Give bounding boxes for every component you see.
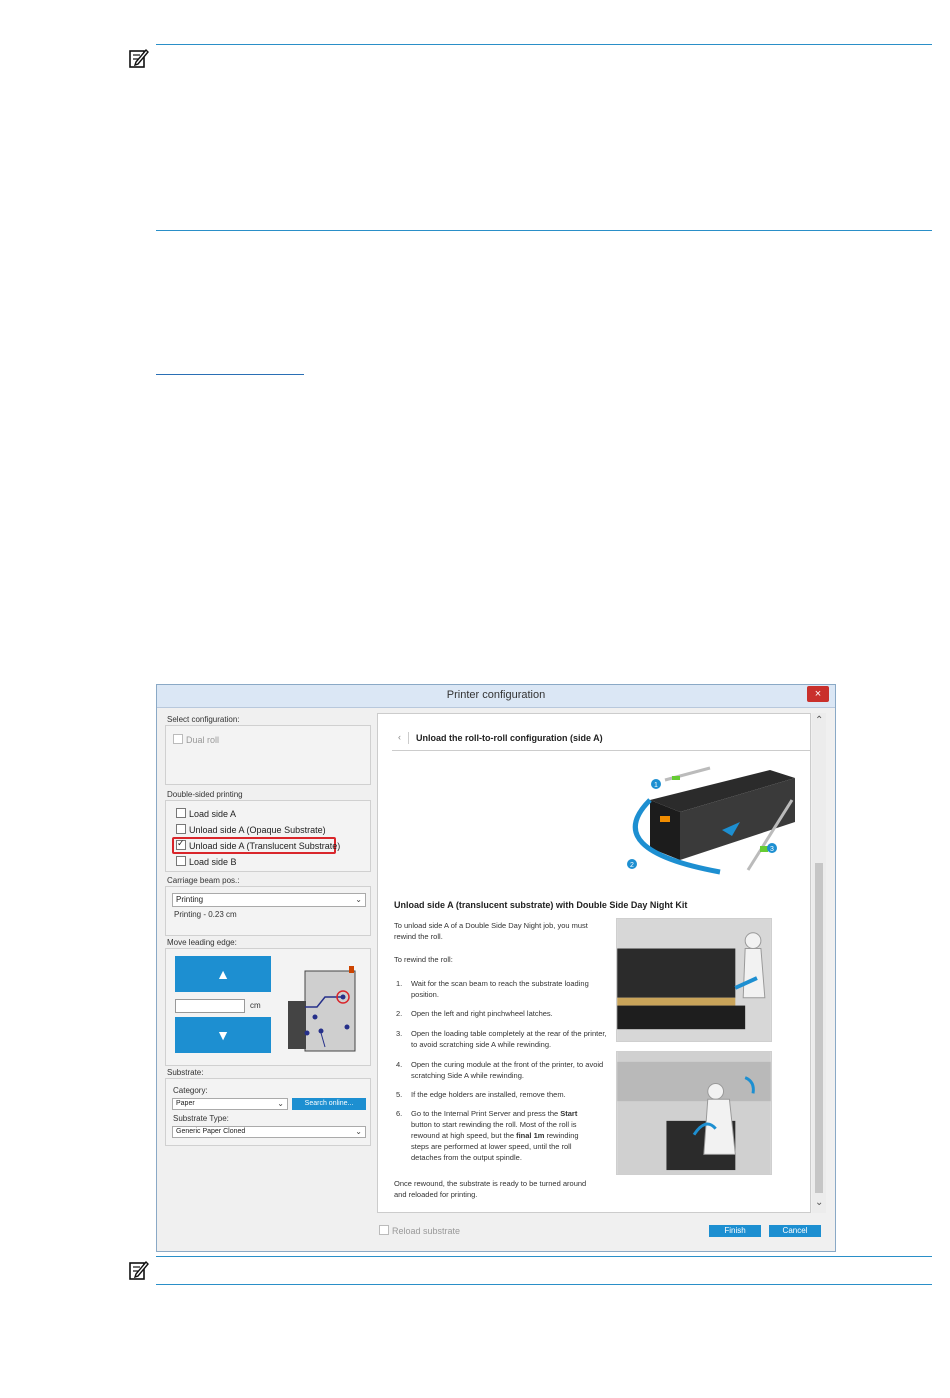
reload-substrate-checkbox[interactable] <box>379 1225 460 1236</box>
note-icon <box>128 1260 150 1282</box>
option-unload-opaque[interactable] <box>176 824 326 835</box>
step-3-number: 3. <box>396 1029 403 1038</box>
unit-label: cm <box>250 1001 261 1010</box>
rewind-photo-2 <box>616 1051 772 1175</box>
link-underline[interactable] <box>156 374 304 375</box>
bottom-rule-top <box>156 1256 932 1257</box>
step-2-number: 2. <box>396 1009 403 1018</box>
checkbox-box <box>176 808 186 818</box>
distance-input[interactable] <box>175 999 245 1013</box>
outro-text: Once rewound, the substrate is ready to be turned around and reloaded for printing. <box>394 1179 587 1199</box>
content-scrollbar[interactable] <box>812 713 826 1213</box>
step-5-number: 5. <box>396 1090 403 1099</box>
step-6-number: 6. <box>396 1109 403 1118</box>
step-4-number: 4. <box>396 1060 403 1069</box>
step-6: Go to the Internal Print Server and press the Start button to start rewinding the roll. Most of the roll is rewound at high speed, but the final 1m rewinding steps are performed at lower speed, until the roll detaches from the output spindle. <box>411 1109 579 1162</box>
double-sided-label: Double-sided printing <box>167 790 243 799</box>
checkbox-box <box>176 840 186 850</box>
help-content-pane <box>377 713 811 1213</box>
printer-side-diagram <box>285 963 361 1055</box>
step-3: Open the loading table completely at the rear of the printer, to avoid scratching side A while rewinding. <box>411 1029 607 1049</box>
chevron-down-icon: ⌄ <box>355 1127 362 1136</box>
intro-text: To unload side A of a Double Side Day Night job, you must rewind the roll. <box>394 921 588 941</box>
back-divider <box>408 732 409 744</box>
dual-roll-label: Dual roll <box>186 735 220 745</box>
section-rule <box>156 230 932 231</box>
reload-substrate-label: Reload substrate <box>392 1226 461 1236</box>
checkbox-box <box>173 734 183 744</box>
carriage-beam-label: Carriage beam pos.: <box>167 876 240 885</box>
carriage-beam-value: Printing - 0.23 cm <box>174 910 237 919</box>
finish-button[interactable]: Finish <box>709 1225 761 1237</box>
category-label: Category: <box>173 1086 208 1095</box>
header-divider <box>392 750 811 751</box>
category-select[interactable] <box>172 1098 288 1110</box>
back-button[interactable]: ‹ <box>398 732 401 742</box>
checkbox-box <box>176 824 186 834</box>
roll-printer-illustration <box>610 760 808 890</box>
section-title: Unload side A (translucent substrate) with Double Side Day Night Kit <box>394 900 688 910</box>
chevron-down-icon: ⌄ <box>355 895 362 904</box>
select-value: Generic Paper Cloned <box>176 1128 246 1135</box>
select-configuration-label: Select configuration: <box>167 715 240 724</box>
carriage-beam-select[interactable] <box>172 893 366 907</box>
option-label: Unload side A (Translucent Substrate) <box>189 841 341 851</box>
close-button[interactable]: × <box>807 686 829 702</box>
callout-2: 2 <box>630 862 634 869</box>
option-load-side-a[interactable] <box>176 808 236 819</box>
option-label: Load side B <box>189 857 237 867</box>
step-5: If the edge holders are installed, remove them. <box>411 1090 566 1099</box>
checkbox-box <box>176 856 186 866</box>
scroll-thumb[interactable] <box>815 863 823 1193</box>
search-online-button[interactable]: Search online... <box>292 1098 366 1110</box>
scroll-down-icon[interactable]: ⌄ <box>815 1197 824 1208</box>
move-down-button[interactable] <box>175 1017 271 1053</box>
arrow-up-icon: ▲ <box>216 966 230 982</box>
substrate-type-label: Substrate Type: <box>173 1114 229 1123</box>
chevron-down-icon: ⌄ <box>277 1099 284 1108</box>
rewind-photo-1 <box>616 918 772 1042</box>
dual-roll-checkbox[interactable] <box>173 734 219 745</box>
arrow-down-icon: ▼ <box>216 1027 230 1043</box>
rewind-intro: To rewind the roll: <box>394 955 453 964</box>
scroll-up-icon[interactable]: ⌃ <box>815 715 824 726</box>
checkbox-box <box>379 1225 389 1235</box>
select-value: Paper <box>176 1100 195 1107</box>
step-1: Wait for the scan beam to reach the substrate loading position. <box>411 979 589 999</box>
dialog-title-bar <box>157 685 835 708</box>
option-load-side-b[interactable] <box>176 856 237 867</box>
option-label: Load side A <box>189 809 237 819</box>
substrate-type-select[interactable] <box>172 1126 366 1138</box>
step-2: Open the left and right pinchwheel latches. <box>411 1009 553 1018</box>
note-icon <box>128 48 150 70</box>
cancel-button[interactable]: Cancel <box>769 1225 821 1237</box>
page-title: Unload the roll-to-roll configuration (side A) <box>416 733 603 743</box>
step-1-number: 1. <box>396 979 403 988</box>
move-up-button[interactable] <box>175 956 271 992</box>
printer-configuration-dialog <box>156 684 836 1252</box>
callout-1: 1 <box>654 782 658 789</box>
step-4: Open the curing module at the front of the printer, to avoid scratching Side A while rewinding. <box>411 1060 604 1080</box>
dialog-title: Printer configuration <box>446 689 546 701</box>
substrate-label: Substrate: <box>167 1068 204 1077</box>
bottom-rule <box>156 1284 932 1285</box>
top-rule <box>156 44 932 45</box>
option-label: Unload side A (Opaque Substrate) <box>189 825 326 835</box>
callout-3: 3 <box>770 846 774 853</box>
option-unload-translucent[interactable] <box>176 840 340 851</box>
move-leading-edge-label: Move leading edge: <box>167 938 237 947</box>
select-value: Printing <box>176 895 204 904</box>
